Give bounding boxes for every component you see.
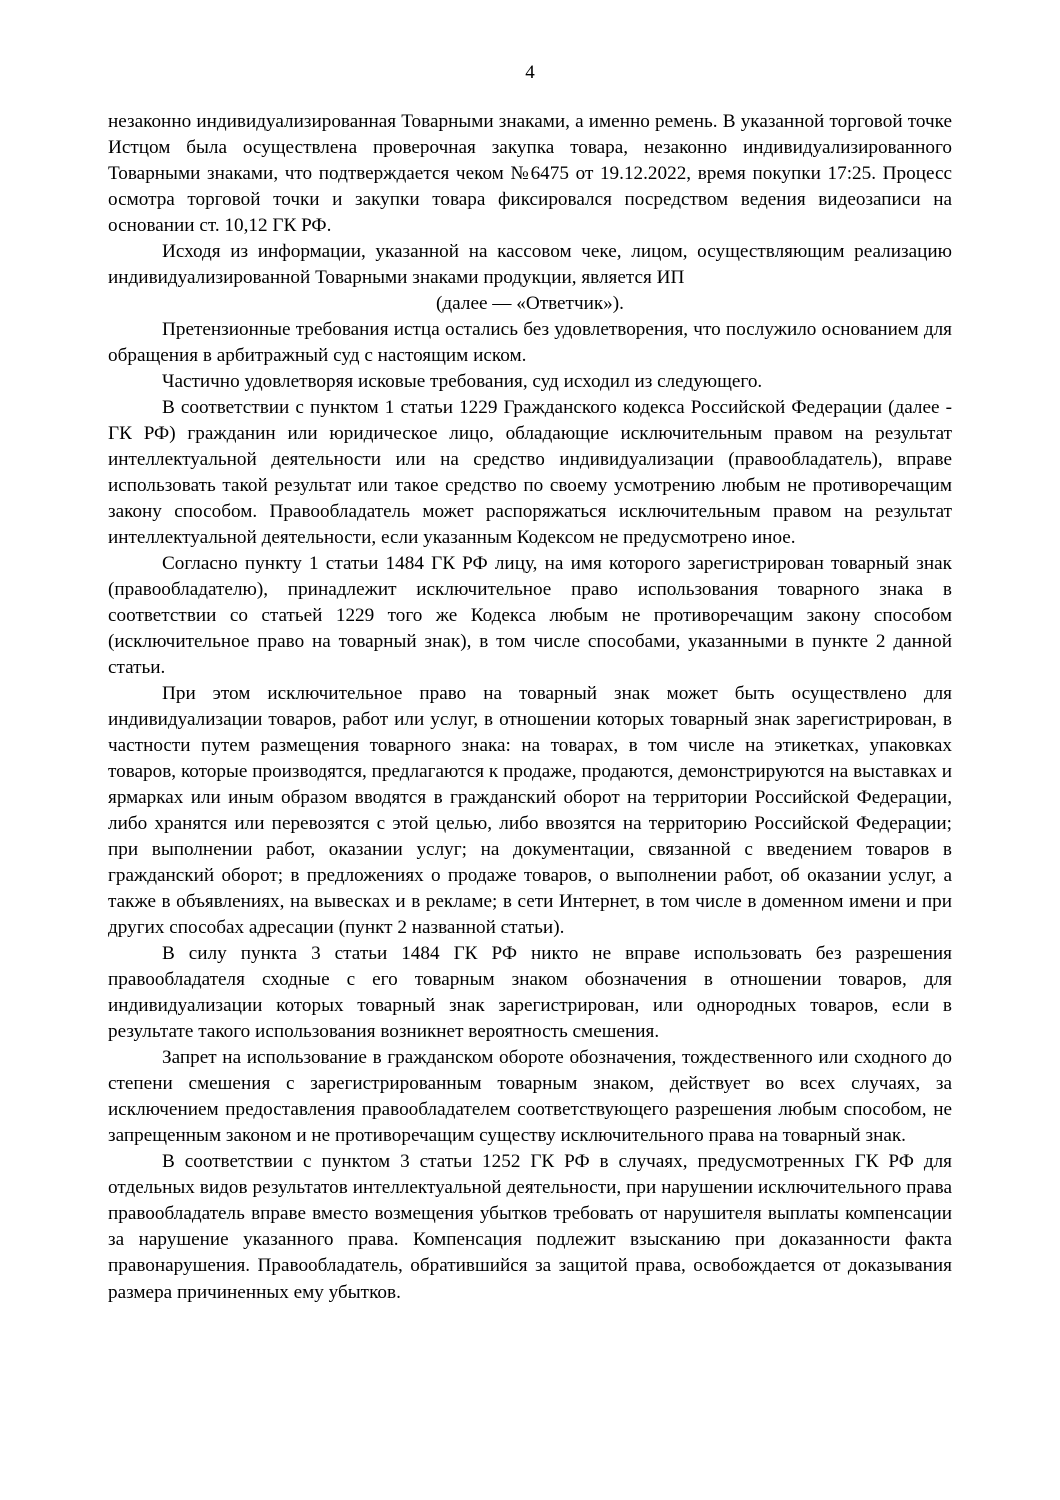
paragraph: В соответствии с пунктом 1 статьи 1229 Гражданского кодекса Российской Федерации (далее - ГК РФ) гражданин или юридическое лицо, обладающие исключительным правом на результат интеллектуальной деятельности или на средство индивидуализации (правообладатель), вправе использовать такой результат или такое средство по своему усмотрению любым не противоречащим закону способом. Правообладатель может распоряжаться исключительным правом на результат интеллектуальной деятельности, если указанным Кодексом не предусмотрено иное. [108, 396, 952, 549]
paragraph: Частично удовлетворяя исковые требования, суд исходил из следующего. [162, 370, 763, 392]
paragraph: В силу пункта 3 статьи 1484 ГК РФ никто не вправе использовать без разрешения правообладателя сходные с его товарным знаком обозначения в отношении товаров, для индивидуализации которых товарный знак зарегистрирован, или однородных товаров, если в результате такого использования возникнет вероятность смешения. [108, 943, 952, 1043]
paragraph: При этом исключительное право на товарный знак может быть осуществлено для индивидуализации товаров, работ или услуг, в отношении которых товарный знак зарегистрирован, в частности путем размещения товарного знака: на товарах, в том числе на этикетках, упаковках товаров, которые производятся, предлагаются к продаже, продаются, демонстрируются на выставках и ярмарках или иным образом вводятся в гражданский оборот на территории Российской Федерации, либо хранятся или перевозятся с этой целью, либо ввозятся на территорию Российской Федерации; при выполнении работ, оказании услуг; на документации, связанной с введением товаров в гражданский оборот; в предложениях о продаже товаров, о выполнении работ, об оказании услуг, а также в объявлениях, на вывесках и в рекламе; в сети Интернет, в том числе в доменном имени и при других способах адресации (пункт 2 названной статьи). [108, 683, 952, 939]
paragraph: Исходя из информации, указанной на кассовом чеке, лицом, осуществляющим реализацию индивидуализированной Товарными знаками продукции, является ИП [108, 240, 952, 288]
paragraph-defendant-label: (далее — «Ответчик»). [436, 292, 624, 314]
paragraph: Согласно пункту 1 статьи 1484 ГК РФ лицу, на имя которого зарегистрирован товарный знак (правообладателю), принадлежит исключительное право использования товарного знака в соответствии со статьей 1229 того же Кодекса любым не противоречащим закону способом (исключительное право на товарный знак), в том числе способами, указанными в пункте 2 данной статьи. [108, 553, 952, 679]
page-number: 4 [525, 62, 535, 83]
paragraph: Претензионные требования истца остались без удовлетворения, что послужило основанием для обращения в арбитражный суд с настоящим иском. [108, 318, 952, 366]
paragraph: В соответствии с пунктом 3 статьи 1252 ГК РФ в случаях, предусмотренных ГК РФ для отдельных видов результатов интеллектуальной деятельности, при нарушении исключительного права правообладатель вправе вместо возмещения убытков требовать от нарушителя выплаты компенсации за нарушение указанного права. Компенсация подлежит взысканию при доказанности факта правонарушения. Правообладатель, обратившийся за защитой права, освобождается от доказывания размера причиненных ему убытков. [108, 1151, 952, 1303]
paragraph: Запрет на использование в гражданском обороте обозначения, тождественного или сходного до степени смешения с зарегистрированным товарным знаком, действует во всех случаях, за исключением предоставления правообладателем соответствующего разрешения любым способом, не запрещенным законом и не противоречащим существу исключительного права на товарный знак. [108, 1047, 952, 1147]
paragraph: незаконно индивидуализированная Товарными знаками, а именно ремень. В указанной торговой точке Истцом была осуществлена проверочная закупка товара, незаконно индивидуализированного Товарными знаками, что подтверждается чеком №6475 от 19.12.2022, время покупки 17:25. Процесс осмотра торговой точки и закупки товара фиксировался посредством ведения видеозаписи на основании ст. 10,12 ГК РФ. [108, 110, 952, 236]
document-body [108, 109, 952, 1306]
